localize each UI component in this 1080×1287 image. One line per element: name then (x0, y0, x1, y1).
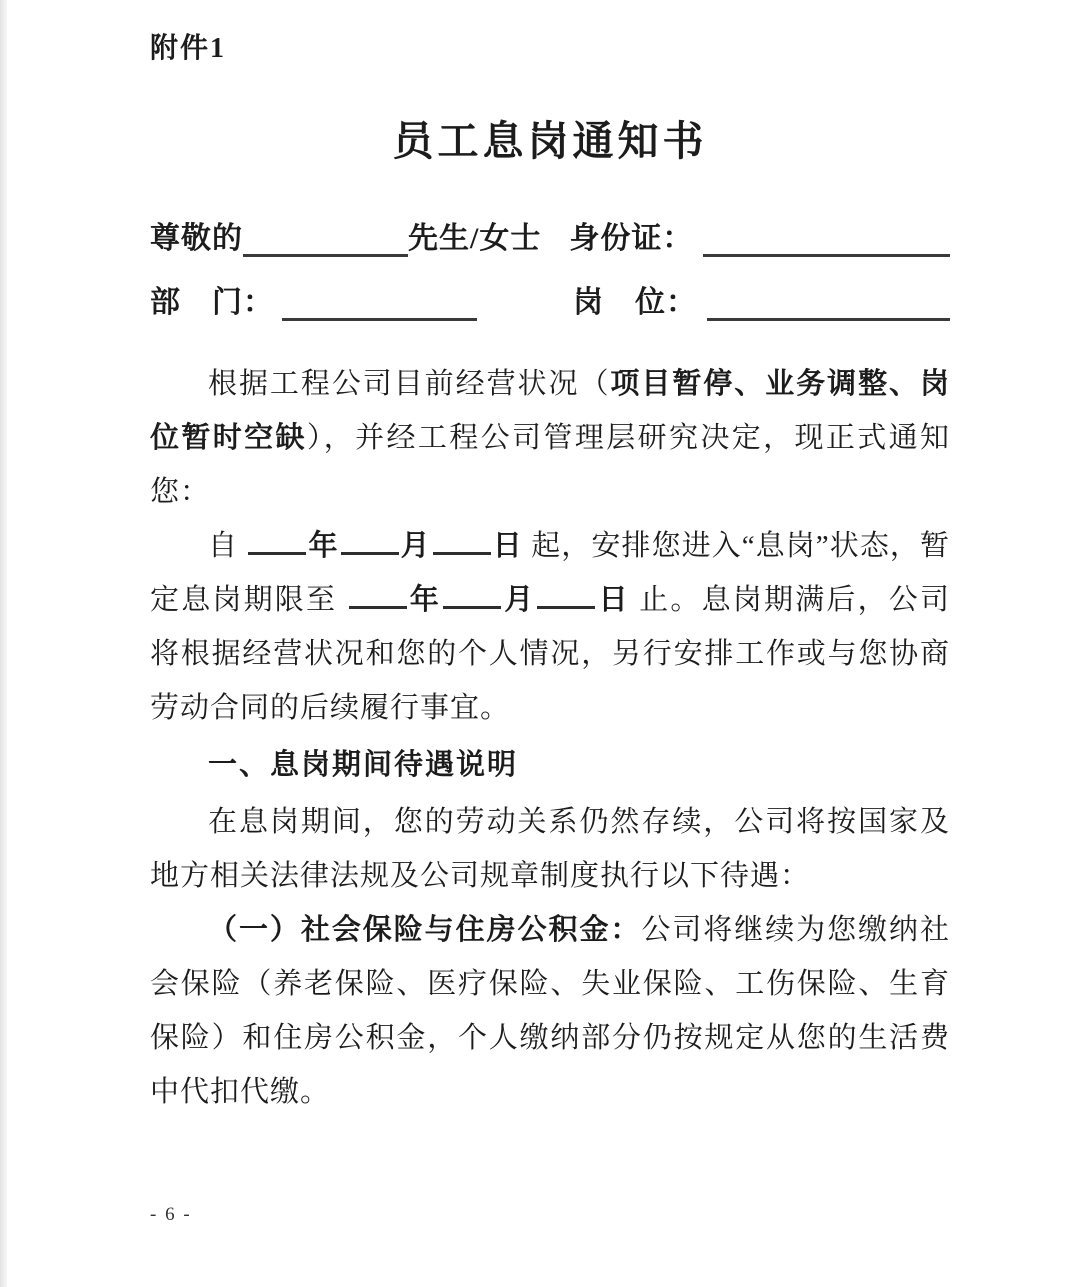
salutation-label: 尊敬的 (150, 222, 243, 255)
start-day-blank (433, 523, 491, 555)
start-year-label: 年 (308, 530, 339, 562)
paragraph-reason-post: ），并经工程公司管理层研究决定，现正式通知您： (150, 422, 950, 508)
position-label: 岗 位： (573, 286, 697, 319)
attachment-label: 附件1 (150, 33, 227, 64)
honorific-label: 先生/女士 (408, 222, 542, 255)
department-blank-field (282, 285, 477, 321)
paragraph-reason-pre: 根据工程公司目前经营状况（ (208, 368, 611, 400)
id-card-label: 身份证： (569, 222, 694, 255)
paragraph-labor-relation: 在息岗期间，您的劳动关系仍然存续，公司将按国家及地方相关法律法规及公司规章制度执行以下待遇： (150, 806, 950, 892)
end-year-blank (349, 577, 407, 609)
paragraph-social-insurance-text: 公司将继续为您缴纳社会保险（养老保险、医疗保险、失业保险、工伤保险、生育保险）和住房公积金，个人缴纳部分仍按规定从您的生活费中代扣代缴。 (150, 914, 950, 1108)
end-day-label: 日 (597, 584, 630, 616)
salutation-row (150, 209, 950, 257)
document-content (150, 0, 950, 1119)
paragraph-social-insurance-bold: （一）社会保险与住房公积金： (208, 914, 642, 946)
department-label: 部 门： (150, 286, 274, 319)
end-month-label: 月 (503, 584, 536, 616)
start-month-blank (341, 523, 399, 555)
paragraph-reason (150, 357, 950, 519)
start-year-blank (248, 523, 306, 555)
id-card-blank-field (703, 221, 950, 257)
end-month-blank (443, 577, 501, 609)
document-title: 员工息岗通知书 (392, 118, 708, 164)
page-number: - 6 - (150, 1204, 192, 1225)
section-heading-benefits: 一、息岗期间待遇说明 (208, 749, 519, 781)
paragraph-dates (150, 519, 950, 735)
end-day-blank (537, 577, 595, 609)
paragraph-reason-bold: 项目暂停、业务调整、岗位暂时空缺 (150, 368, 950, 454)
date-from-label: 自 (208, 530, 239, 562)
paragraph-dates-mid: 起，安排您进入“息岗”状态，暂定息岗期限至 (150, 530, 950, 616)
department-position-row (150, 273, 950, 321)
end-year-label: 年 (408, 584, 441, 616)
name-blank-field (243, 221, 408, 257)
start-day-label: 日 (492, 530, 523, 562)
paragraph-dates-end: 止。息岗期满后，公司将根据经营状况和您的个人情况，另行安排工作或与您协商劳动合同的后续履行事宜。 (150, 584, 950, 724)
document-body (150, 357, 950, 1119)
start-month-label: 月 (400, 530, 431, 562)
position-blank-field (707, 285, 950, 321)
paragraph-social-insurance (150, 903, 950, 1119)
